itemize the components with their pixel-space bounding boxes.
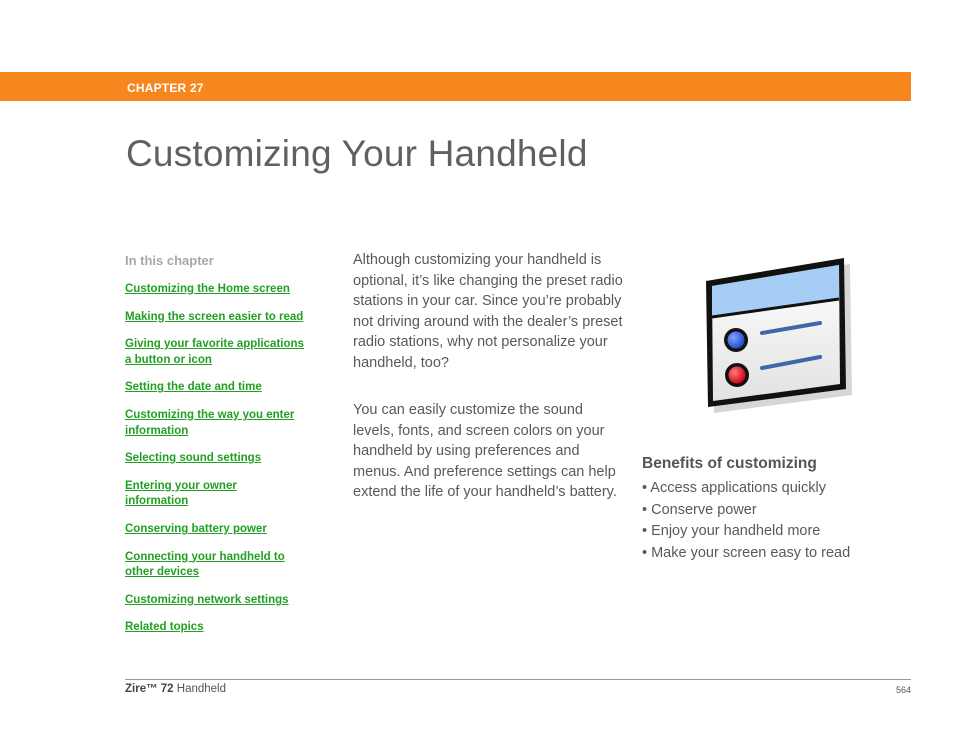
toc-link-network-settings[interactable]: Customizing network settings xyxy=(125,593,289,606)
toc-list xyxy=(125,281,325,635)
toc-item xyxy=(125,521,325,537)
page-title: Customizing Your Handheld xyxy=(126,133,588,174)
preferences-window-icon xyxy=(700,255,852,415)
toc-item xyxy=(125,592,325,608)
toc-heading: In this chapter xyxy=(125,253,214,268)
toc-link-screen-easier[interactable]: Making the screen easier to read xyxy=(125,310,304,323)
footer-product-brand: Zire™ 72 xyxy=(125,683,174,695)
intro-paragraph: You can easily customize the sound levels, fonts, and screen colors on your handheld by using preferences and menus. And preference settings can help extend the life of your handheld’s battery. xyxy=(353,402,617,500)
toc-item xyxy=(125,478,265,509)
benefit-item: • Enjoy your handheld more xyxy=(642,523,821,540)
benefits-list xyxy=(642,478,912,564)
chapter-label: CHAPTER 27 xyxy=(127,81,204,95)
benefits-box xyxy=(642,455,912,564)
toc-link-enter-information[interactable]: Customizing the way you enter information xyxy=(125,408,295,437)
toc-item xyxy=(125,450,325,466)
intro-text xyxy=(353,250,625,530)
toc-item xyxy=(125,379,325,395)
toc-item xyxy=(125,407,313,438)
intro-paragraph: Although customizing your handheld is optional, it’s like changing the preset radio stations in your car. Since you’re probably not driving around with the dealer’s preset radio stations, why not personalize your handheld, too? xyxy=(353,252,623,371)
toc-link-related-topics[interactable]: Related topics xyxy=(125,621,204,634)
benefit-item: • Make your screen easy to read xyxy=(642,544,851,561)
chapter-bar xyxy=(0,72,911,101)
toc-link-other-devices[interactable]: Connecting your handheld to other devices xyxy=(125,550,285,579)
toc-link-favorite-apps[interactable]: Giving your favorite applications a button or icon xyxy=(125,338,304,366)
toc-link-date-time[interactable]: Setting the date and time xyxy=(125,381,262,394)
toc-link-home-screen[interactable]: Customizing the Home screen xyxy=(125,283,290,295)
page-number: 564 xyxy=(895,685,911,695)
toc-link-battery-power[interactable]: Conserving battery power xyxy=(125,522,267,535)
benefits-heading: Benefits of customizing xyxy=(642,455,817,472)
benefit-item: • Access applications quickly xyxy=(642,480,826,496)
footer-divider xyxy=(125,679,911,680)
chapter-toc xyxy=(125,253,325,647)
toc-link-owner-information[interactable]: Entering your owner information xyxy=(125,479,237,508)
toc-item xyxy=(125,281,325,297)
toc-item xyxy=(125,309,325,325)
toc-item xyxy=(125,619,325,635)
footer-product-suffix: Handheld xyxy=(173,683,227,695)
benefit-item: • Conserve power xyxy=(642,501,757,518)
toc-item xyxy=(125,336,313,367)
toc-link-sound-settings[interactable]: Selecting sound settings xyxy=(125,452,262,465)
toc-item xyxy=(125,549,305,580)
footer-product-name xyxy=(125,683,226,695)
